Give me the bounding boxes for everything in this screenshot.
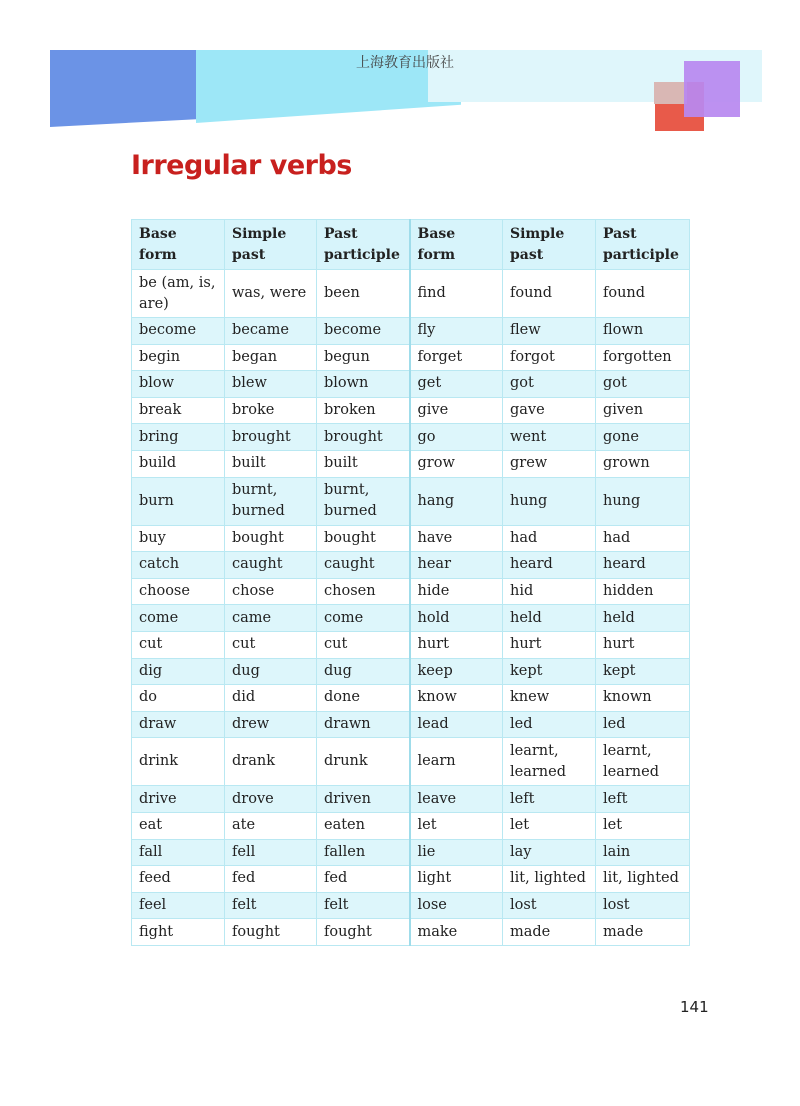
- cell-base-form: keep: [410, 658, 503, 685]
- table-row: [132, 397, 690, 424]
- cell-simple-past: broke: [225, 397, 317, 424]
- cell-simple-past: made: [503, 919, 596, 946]
- table-row: [132, 344, 690, 371]
- irregular-verbs-table: [131, 219, 690, 946]
- cell-simple-past: lay: [503, 839, 596, 866]
- cell-simple-past: held: [503, 605, 596, 632]
- cell-past-participle: bought: [317, 525, 410, 552]
- cell-past-participle: got: [596, 371, 690, 398]
- cell-base-form: know: [410, 685, 503, 712]
- table-row: [132, 738, 690, 786]
- cell-past-participle: been: [317, 270, 410, 318]
- table-row: [132, 477, 690, 525]
- cell-past-participle: forgotten: [596, 344, 690, 371]
- cell-simple-past: caught: [225, 552, 317, 579]
- cell-past-participle: done: [317, 685, 410, 712]
- cell-base-form: feel: [132, 892, 225, 919]
- cell-base-form: get: [410, 371, 503, 398]
- cell-past-participle: felt: [317, 892, 410, 919]
- cell-past-participle: found: [596, 270, 690, 318]
- cell-past-participle: learnt, learned: [596, 738, 690, 786]
- cell-simple-past: let: [503, 812, 596, 839]
- decor-square-purple: [684, 61, 740, 117]
- cell-simple-past: drank: [225, 738, 317, 786]
- cell-past-participle: begun: [317, 344, 410, 371]
- cell-simple-past: knew: [503, 685, 596, 712]
- cell-past-participle: given: [596, 397, 690, 424]
- cell-past-participle: grown: [596, 450, 690, 477]
- cell-simple-past: learnt, learned: [503, 738, 596, 786]
- cell-simple-past: lit, lighted: [503, 866, 596, 893]
- cell-past-participle: hurt: [596, 631, 690, 658]
- cell-past-participle: hidden: [596, 578, 690, 605]
- cell-simple-past: cut: [225, 631, 317, 658]
- cell-base-form: hang: [410, 477, 503, 525]
- header-past-participle: Past participle: [596, 220, 690, 270]
- cell-base-form: feed: [132, 866, 225, 893]
- header-simple-past: Simple past: [225, 220, 317, 270]
- cell-past-participle: made: [596, 919, 690, 946]
- header-base-form: Base form: [132, 220, 225, 270]
- table-row: [132, 685, 690, 712]
- table-row: [132, 631, 690, 658]
- cell-base-form: draw: [132, 711, 225, 738]
- table-header-row: [132, 220, 690, 270]
- cell-simple-past: felt: [225, 892, 317, 919]
- cell-base-form: hurt: [410, 631, 503, 658]
- cell-simple-past: drew: [225, 711, 317, 738]
- cell-simple-past: hung: [503, 477, 596, 525]
- cell-simple-past: fought: [225, 919, 317, 946]
- cell-base-form: choose: [132, 578, 225, 605]
- cell-simple-past: lost: [503, 892, 596, 919]
- cell-simple-past: led: [503, 711, 596, 738]
- cell-base-form: hide: [410, 578, 503, 605]
- cell-base-form: leave: [410, 786, 503, 813]
- cell-base-form: go: [410, 424, 503, 451]
- cell-base-form: become: [132, 318, 225, 345]
- table-row: [132, 812, 690, 839]
- cell-base-form: catch: [132, 552, 225, 579]
- cell-base-form: fall: [132, 839, 225, 866]
- cell-simple-past: bought: [225, 525, 317, 552]
- cell-past-participle: hung: [596, 477, 690, 525]
- cell-past-participle: driven: [317, 786, 410, 813]
- page-title: Irregular verbs: [131, 150, 352, 181]
- cell-simple-past: got: [503, 371, 596, 398]
- cell-base-form: hear: [410, 552, 503, 579]
- cell-base-form: lead: [410, 711, 503, 738]
- cell-past-participle: gone: [596, 424, 690, 451]
- cell-simple-past: brought: [225, 424, 317, 451]
- cell-simple-past: fell: [225, 839, 317, 866]
- cell-base-form: have: [410, 525, 503, 552]
- cell-simple-past: ate: [225, 812, 317, 839]
- cell-simple-past: gave: [503, 397, 596, 424]
- table-row: [132, 605, 690, 632]
- cell-past-participle: drawn: [317, 711, 410, 738]
- cell-simple-past: began: [225, 344, 317, 371]
- table-row: [132, 711, 690, 738]
- cell-past-participle: come: [317, 605, 410, 632]
- table-row: [132, 658, 690, 685]
- cell-simple-past: forgot: [503, 344, 596, 371]
- cell-base-form: begin: [132, 344, 225, 371]
- cell-past-participle: had: [596, 525, 690, 552]
- cell-simple-past: kept: [503, 658, 596, 685]
- cell-base-form: give: [410, 397, 503, 424]
- cell-past-participle: kept: [596, 658, 690, 685]
- cell-past-participle: led: [596, 711, 690, 738]
- cell-base-form: build: [132, 450, 225, 477]
- cell-simple-past: built: [225, 450, 317, 477]
- table-row: [132, 270, 690, 318]
- cell-simple-past: went: [503, 424, 596, 451]
- cell-simple-past: hurt: [503, 631, 596, 658]
- cell-base-form: learn: [410, 738, 503, 786]
- cell-simple-past: burnt, burned: [225, 477, 317, 525]
- cell-simple-past: came: [225, 605, 317, 632]
- table-row: [132, 424, 690, 451]
- cell-past-participle: brought: [317, 424, 410, 451]
- cell-simple-past: found: [503, 270, 596, 318]
- publisher-name: 上海教育出版社: [356, 55, 454, 71]
- table-row: [132, 866, 690, 893]
- cell-past-participle: become: [317, 318, 410, 345]
- decor-square-tan: [654, 82, 687, 104]
- cell-simple-past: became: [225, 318, 317, 345]
- table-row: [132, 839, 690, 866]
- cell-past-participle: let: [596, 812, 690, 839]
- cell-base-form: forget: [410, 344, 503, 371]
- cell-past-participle: fought: [317, 919, 410, 946]
- table-row: [132, 450, 690, 477]
- cell-simple-past: left: [503, 786, 596, 813]
- cell-base-form: eat: [132, 812, 225, 839]
- cell-simple-past: was, were: [225, 270, 317, 318]
- cell-base-form: lose: [410, 892, 503, 919]
- table-row: [132, 786, 690, 813]
- cell-base-form: blow: [132, 371, 225, 398]
- cell-simple-past: did: [225, 685, 317, 712]
- cell-simple-past: hid: [503, 578, 596, 605]
- header-simple-past: Simple past: [503, 220, 596, 270]
- cell-base-form: bring: [132, 424, 225, 451]
- cell-base-form: dig: [132, 658, 225, 685]
- cell-past-participle: caught: [317, 552, 410, 579]
- header-base-form: Base form: [410, 220, 503, 270]
- cell-past-participle: cut: [317, 631, 410, 658]
- cell-base-form: find: [410, 270, 503, 318]
- cell-base-form: be (am, is, are): [132, 270, 225, 318]
- cell-base-form: fly: [410, 318, 503, 345]
- cell-past-participle: dug: [317, 658, 410, 685]
- cell-base-form: come: [132, 605, 225, 632]
- table-row: [132, 525, 690, 552]
- cell-base-form: lie: [410, 839, 503, 866]
- table-row: [132, 578, 690, 605]
- cell-past-participle: burnt, burned: [317, 477, 410, 525]
- header-past-participle: Past participle: [317, 220, 410, 270]
- cell-simple-past: dug: [225, 658, 317, 685]
- table-row: [132, 371, 690, 398]
- table-row: [132, 552, 690, 579]
- cell-past-participle: broken: [317, 397, 410, 424]
- cell-base-form: cut: [132, 631, 225, 658]
- cell-base-form: drink: [132, 738, 225, 786]
- cell-base-form: do: [132, 685, 225, 712]
- cell-past-participle: lain: [596, 839, 690, 866]
- cell-past-participle: heard: [596, 552, 690, 579]
- cell-base-form: break: [132, 397, 225, 424]
- cell-past-participle: blown: [317, 371, 410, 398]
- cell-simple-past: grew: [503, 450, 596, 477]
- cell-past-participle: fed: [317, 866, 410, 893]
- table-row: [132, 919, 690, 946]
- table-row: [132, 318, 690, 345]
- cell-base-form: fight: [132, 919, 225, 946]
- cell-past-participle: left: [596, 786, 690, 813]
- cell-simple-past: had: [503, 525, 596, 552]
- cell-simple-past: heard: [503, 552, 596, 579]
- cell-past-participle: lost: [596, 892, 690, 919]
- cell-past-participle: held: [596, 605, 690, 632]
- cell-past-participle: fallen: [317, 839, 410, 866]
- cell-base-form: buy: [132, 525, 225, 552]
- page-number: 141: [680, 998, 709, 1016]
- table-row: [132, 892, 690, 919]
- cell-past-participle: chosen: [317, 578, 410, 605]
- cell-simple-past: drove: [225, 786, 317, 813]
- cell-past-participle: lit, lighted: [596, 866, 690, 893]
- cell-base-form: make: [410, 919, 503, 946]
- cell-simple-past: blew: [225, 371, 317, 398]
- cell-base-form: hold: [410, 605, 503, 632]
- cell-simple-past: flew: [503, 318, 596, 345]
- cell-base-form: grow: [410, 450, 503, 477]
- cell-past-participle: built: [317, 450, 410, 477]
- cell-past-participle: flown: [596, 318, 690, 345]
- cell-past-participle: drunk: [317, 738, 410, 786]
- cell-base-form: drive: [132, 786, 225, 813]
- cell-simple-past: chose: [225, 578, 317, 605]
- cell-simple-past: fed: [225, 866, 317, 893]
- cell-past-participle: eaten: [317, 812, 410, 839]
- cell-base-form: light: [410, 866, 503, 893]
- cell-base-form: let: [410, 812, 503, 839]
- cell-past-participle: known: [596, 685, 690, 712]
- cell-base-form: burn: [132, 477, 225, 525]
